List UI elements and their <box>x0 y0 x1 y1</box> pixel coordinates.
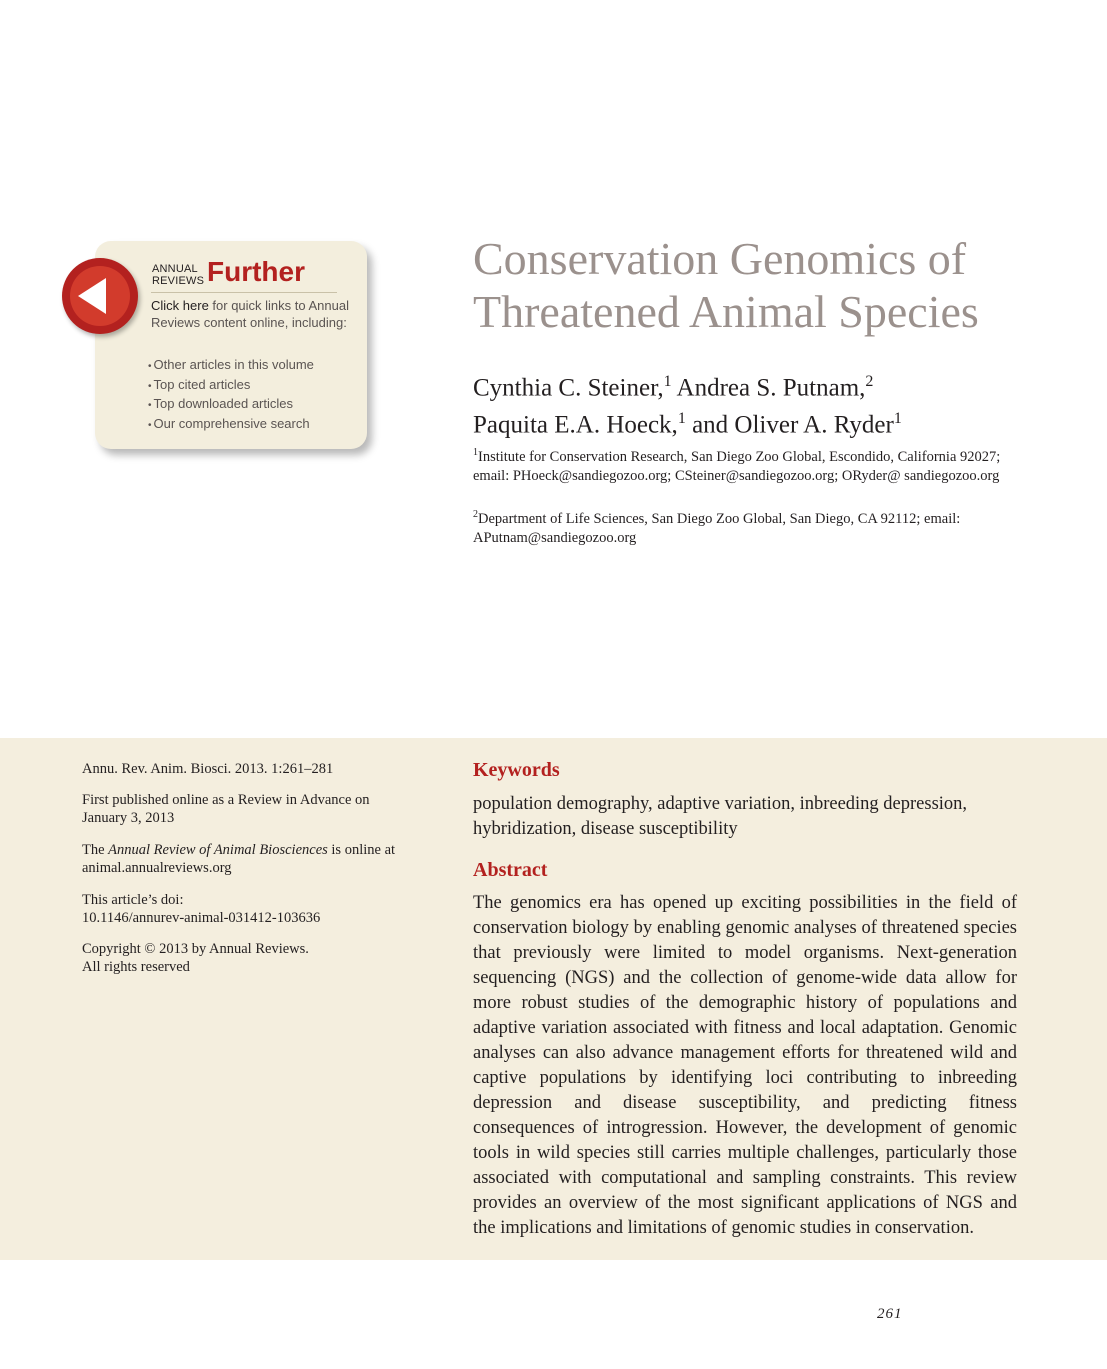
author-affil-sup: 2 <box>865 373 874 390</box>
author-name: Cynthia C. Steiner, <box>473 374 664 402</box>
further-link-item[interactable]: • Top downloaded articles <box>148 395 314 415</box>
author-name: Andrea S. Putnam, <box>676 374 866 402</box>
doi-value[interactable]: 10.1146/annurev-animal-031412-103636 <box>82 910 321 926</box>
further-link-list <box>148 356 314 434</box>
affiliation-sup: 1 <box>473 447 478 458</box>
online-pre: The <box>82 842 109 858</box>
author-conjunction: and <box>692 411 729 439</box>
author-affil-sup: 1 <box>677 410 686 428</box>
affiliation <box>473 443 1013 486</box>
keywords-text: population demography, adaptive variation, inbreeding depression, hybridization, disease susceptibility <box>473 794 968 839</box>
citation: Annu. Rev. Anim. Biosci. 2013. 1:261–281 <box>82 761 334 777</box>
title-line-2: Threatened Animal Species <box>473 286 979 337</box>
author-affil-sup: 1 <box>663 373 672 390</box>
online-info <box>82 841 412 877</box>
abstract-heading: Abstract <box>473 859 548 881</box>
affiliation-text: Department of Life Sciences, San Diego Zoo Global, San Diego, CA 92112; email: APutnam@sandiegozoo.org <box>473 510 961 546</box>
further-description-text: for quick links to Annual Reviews content online, including: <box>151 298 349 330</box>
left-arrow-icon[interactable] <box>62 258 138 334</box>
author-name: Oliver A. Ryder <box>734 411 894 439</box>
keywords-heading: Keywords <box>473 759 560 781</box>
further-link-item[interactable]: • Other articles in this volume <box>148 356 314 376</box>
title-line-1: Conservation Genomics of <box>473 233 967 284</box>
doi-label: This article’s doi: <box>82 892 184 908</box>
copyright <box>82 940 412 976</box>
further-link-item[interactable]: • Our comprehensive search <box>148 415 314 435</box>
doi-info <box>82 891 412 927</box>
copyright-line: Copyright © 2013 by Annual Reviews. <box>82 941 309 957</box>
affiliation-text: Institute for Conservation Research, San Diego Zoo Global, Escondido, California 92027; email: PHoeck@sandiegozoo.org; CSteiner@sandiegozoo.org; ORyder@ sandiegozoo.org <box>473 448 1001 484</box>
article-title <box>473 232 1093 338</box>
annual-reviews-logo <box>152 263 204 287</box>
affiliation <box>473 505 1013 548</box>
page-number: 261 <box>877 1306 903 1322</box>
first-published: First published online as a Review in Advance on January 3, 2013 <box>82 792 370 826</box>
logo-annual: ANNUAL <box>152 263 198 275</box>
abstract-text: The genomics era has opened up exciting possibilities in the field of conservation biology by enabling genomic analyses of threatened species that previously were limited to model organisms. Next-generation sequencing (NGS) and the collection of genome-wide data allow for more robust studies of the demographic history of populations and adaptive variation associated with fitness and local adaptation. Genomic analyses can also advance management efforts for threatened wild and captive populations by identifying loci contributing to inbreeding depression and disease susceptibility, and predicting fitness consequences of introgression. However, the development of genomic tools in wild species still carries multiple challenges, particularly those associated with computational and sampling constraints. This review provides an overview of the most significant applications of NGS and the implications and limitations of genomic studies in conservation. <box>473 893 1017 1238</box>
affiliation-sup: 2 <box>473 509 478 520</box>
author-list <box>473 366 1073 441</box>
further-link-item[interactable]: • Top cited articles <box>148 376 314 396</box>
author-name: Paquita E.A. Hoeck, <box>473 411 678 439</box>
online-post: is online at animal.annualreviews.org <box>82 842 396 876</box>
rights-line: All rights reserved <box>82 959 190 975</box>
logo-reviews: REVIEWS <box>152 275 205 287</box>
click-here-link[interactable]: Click here <box>151 298 209 313</box>
further-heading: Further <box>207 256 305 287</box>
author-affil-sup: 1 <box>893 410 902 428</box>
further-divider <box>151 292 337 293</box>
further-description <box>151 297 351 331</box>
journal-name: Annual Review of Animal Biosciences <box>108 842 328 858</box>
